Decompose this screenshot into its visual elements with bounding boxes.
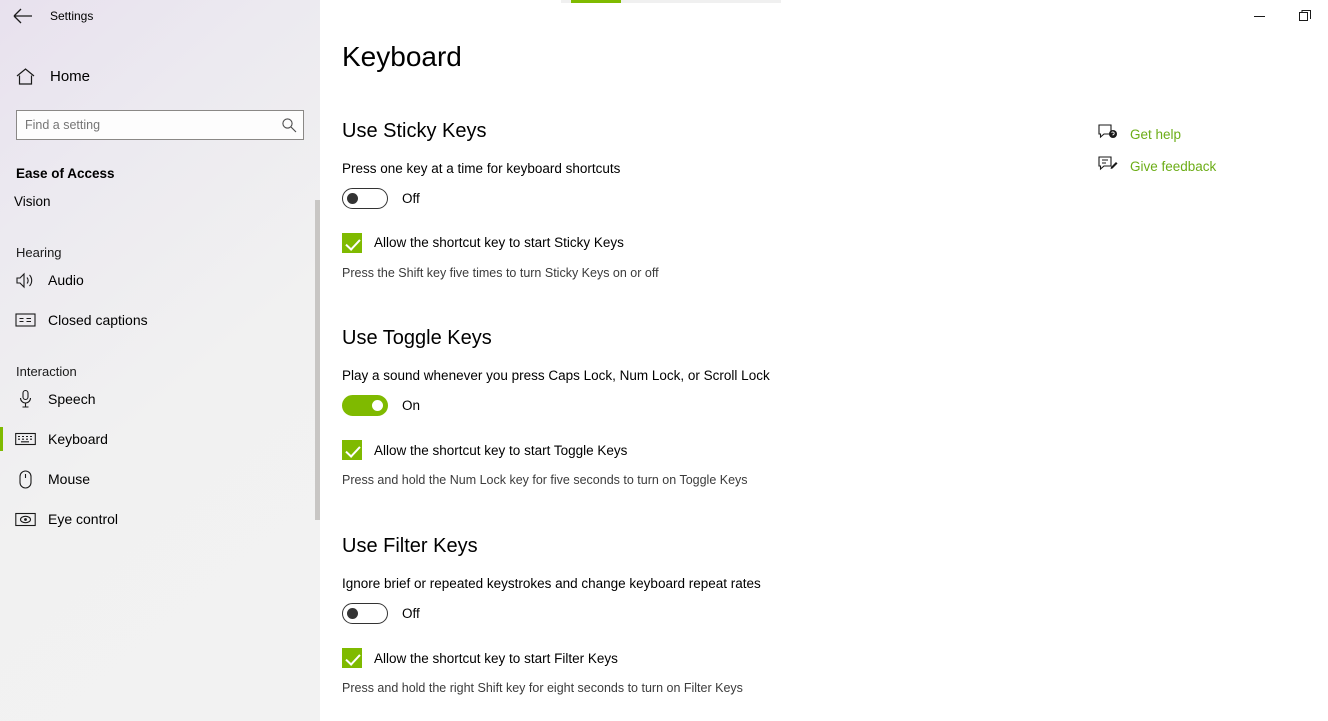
search-input[interactable] <box>16 110 304 140</box>
sidebar-section-title: Ease of Access <box>16 166 115 181</box>
toggle-keys-toggle-state: On <box>402 398 421 414</box>
toggle-keys-toggle-row <box>342 395 1328 416</box>
sidebar-group-interaction-label: Interaction <box>16 364 77 379</box>
loading-indicator <box>561 0 781 3</box>
window-controls <box>1236 0 1328 32</box>
sidebar-group-hearing-label: Hearing <box>16 245 62 260</box>
toggle-keys-shortcut-label: Allow the shortcut key to start Toggle Keys <box>374 442 628 458</box>
settings-body <box>320 0 1328 697</box>
right-help-panel <box>1098 118 1298 182</box>
sidebar-item-home-label: Home <box>50 67 91 85</box>
sidebar-group-vision-label: Vision <box>14 193 51 209</box>
eye-control-icon <box>14 509 36 529</box>
filter-keys-toggle[interactable] <box>342 603 388 624</box>
back-arrow-icon <box>13 8 33 24</box>
restore-button[interactable] <box>1282 0 1328 32</box>
sidebar-item-audio-label: Audio <box>48 272 84 288</box>
section-description: Ignore brief or repeated keystrokes and change keyboard repeat rates <box>342 576 761 592</box>
sidebar-item-speech-label: Speech <box>48 391 96 407</box>
minimize-button[interactable] <box>1236 0 1282 32</box>
back-button[interactable] <box>0 0 46 32</box>
sticky-keys-shortcut-checkbox-row[interactable] <box>342 233 1328 253</box>
toggle-keys-shortcut-checkbox-row[interactable] <box>342 440 1328 460</box>
filter-keys-shortcut-checkbox-row[interactable] <box>342 648 1328 668</box>
page-title: Keyboard <box>342 41 462 72</box>
checkbox-icon[interactable] <box>342 440 362 460</box>
get-help-label: Get help <box>1130 126 1182 142</box>
sidebar-item-keyboard[interactable] <box>0 419 320 459</box>
give-feedback-icon <box>1098 155 1118 178</box>
sticky-keys-hint: Press the Shift key five times to turn Sticky Keys on or off <box>342 265 659 280</box>
sidebar-item-closed-captions[interactable] <box>0 300 320 340</box>
section-description: Press one key at a time for keyboard shortcuts <box>342 160 621 176</box>
microphone-icon <box>14 389 36 409</box>
filter-keys-toggle-state: Off <box>402 606 420 622</box>
give-feedback-label: Give feedback <box>1130 158 1217 174</box>
home-icon <box>14 66 36 86</box>
give-feedback-link[interactable] <box>1098 150 1298 182</box>
section-title: Use Sticky Keys <box>342 119 487 142</box>
checkbox-icon[interactable] <box>342 233 362 253</box>
search-box[interactable] <box>16 110 304 140</box>
sticky-keys-shortcut-label: Allow the shortcut key to start Sticky Keys <box>374 235 624 251</box>
section-title: Use Filter Keys <box>342 535 478 558</box>
main-content <box>320 0 1328 721</box>
filter-keys-toggle-row <box>342 603 1328 624</box>
sidebar-item-keyboard-label: Keyboard <box>48 431 108 447</box>
sidebar-item-home[interactable] <box>0 56 320 96</box>
sidebar-item-mouse[interactable] <box>0 459 320 499</box>
mouse-icon <box>14 469 36 489</box>
section-description: Play a sound whenever you press Caps Lock, Num Lock, or Scroll Lock <box>342 368 770 384</box>
search-icon <box>281 117 297 133</box>
sidebar-group-vision[interactable] <box>0 181 320 221</box>
section-title: Use Toggle Keys <box>342 327 492 350</box>
sidebar-item-eye-control[interactable] <box>0 499 320 539</box>
minimize-icon <box>1254 11 1265 22</box>
filter-keys-shortcut-label: Allow the shortcut key to start Filter Keys <box>374 650 618 666</box>
app-title: Settings <box>50 9 94 23</box>
closed-captions-icon <box>14 310 36 330</box>
sticky-keys-toggle[interactable] <box>342 188 388 209</box>
sticky-keys-toggle-state: Off <box>402 190 420 206</box>
toggle-keys-toggle[interactable] <box>342 395 388 416</box>
sidebar-item-closed-captions-label: Closed captions <box>48 312 148 328</box>
section-toggle-keys <box>342 327 1328 489</box>
sidebar <box>0 0 320 721</box>
filter-keys-hint: Press and hold the right Shift key for eight seconds to turn on Filter Keys <box>342 681 743 696</box>
sidebar-item-mouse-label: Mouse <box>48 471 91 487</box>
sidebar-item-speech[interactable] <box>0 379 320 419</box>
speaker-icon <box>14 270 36 290</box>
keyboard-icon <box>14 429 36 449</box>
sticky-keys-toggle-row <box>342 188 1328 209</box>
checkbox-icon[interactable] <box>342 648 362 668</box>
sidebar-item-eye-control-label: Eye control <box>48 511 119 527</box>
restore-icon <box>1299 10 1311 22</box>
title-bar <box>0 0 320 32</box>
get-help-icon <box>1098 123 1118 146</box>
get-help-link[interactable] <box>1098 118 1298 150</box>
sidebar-item-audio[interactable] <box>0 260 320 300</box>
toggle-keys-hint: Press and hold the Num Lock key for five seconds to turn on Toggle Keys <box>342 473 748 488</box>
section-filter-keys <box>342 535 1328 697</box>
